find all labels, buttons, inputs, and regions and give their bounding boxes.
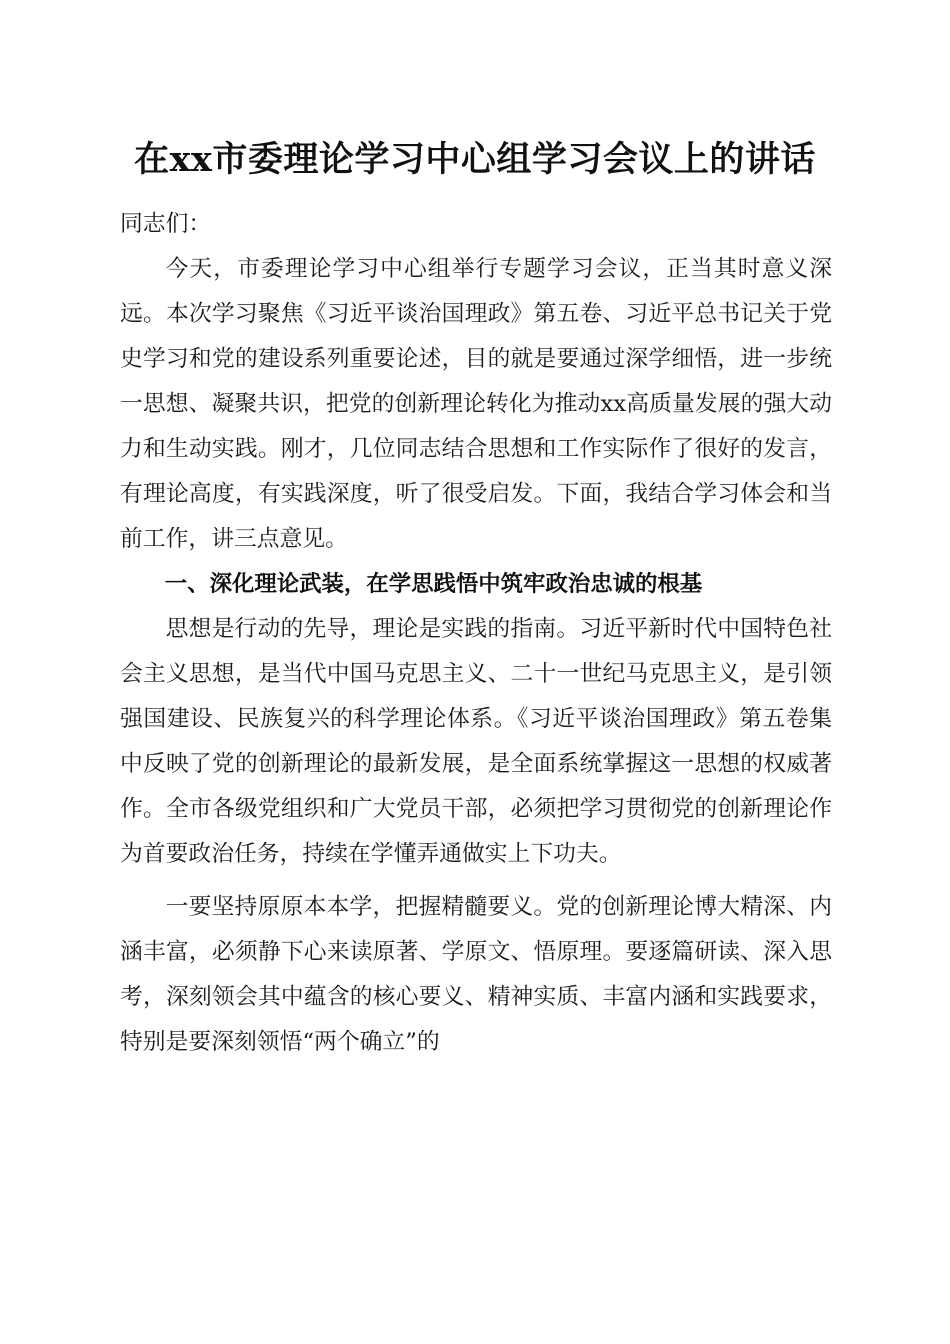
section-heading-1: 一、深化理论武装，在学思践悟中筑牢政治忠诚的根基 — [164, 571, 703, 597]
intro-paragraph: 今天，市委理论学习中心组举行专题学习会议，正当其时意义深远。本次学习聚焦《习近平谈治国理政》第五卷、习近平总书记关于党史学习和党的建设系列重要论述，目的就是要通过深学细悟，进一步统一思想、凝聚共识，把党的创新理论转化为推动xx高质量发展的强大动力和生动实践。刚才，几位同志结合思想和工作实际作了很好的发言，有理论高度，有实践深度，听了很受启发。下面，我结合学习体会和当前工作，讲三点意见。 — [120, 256, 832, 552]
document-title: 在xx市委理论学习中心组学习会议上的讲话 — [134, 139, 816, 180]
section1-paragraph: 思想是行动的先导，理论是实践的指南。习近平新时代中国特色社会主义思想，是当代中国马克思主义、二十一世纪马克思主义，是引领强国建设、民族复兴的科学理论体系。《习近平谈治国理政》第五卷集中反映了党的创新理论的最新发展，是全面系统掌握这一思想的权威著作。全市各级党组织和广大党员干部，必须把学习贯彻党的创新理论作为首要政治任务，持续在学懂弄通做实上下功夫。 — [120, 616, 832, 867]
salutation: 同志们： — [120, 211, 212, 237]
document-body — [120, 202, 832, 1065]
section1-paragraph: 一要坚持原原本本学，把握精髓要义。党的创新理论博大精深、内涵丰富，必须静下心来读原著、学原文、悟原理。要逐篇研读、深入思考，深刻领会其中蕴含的核心要义、精神实质、丰富内涵和实践要求，特别是要深刻领悟“两个确立”的 — [120, 894, 832, 1055]
